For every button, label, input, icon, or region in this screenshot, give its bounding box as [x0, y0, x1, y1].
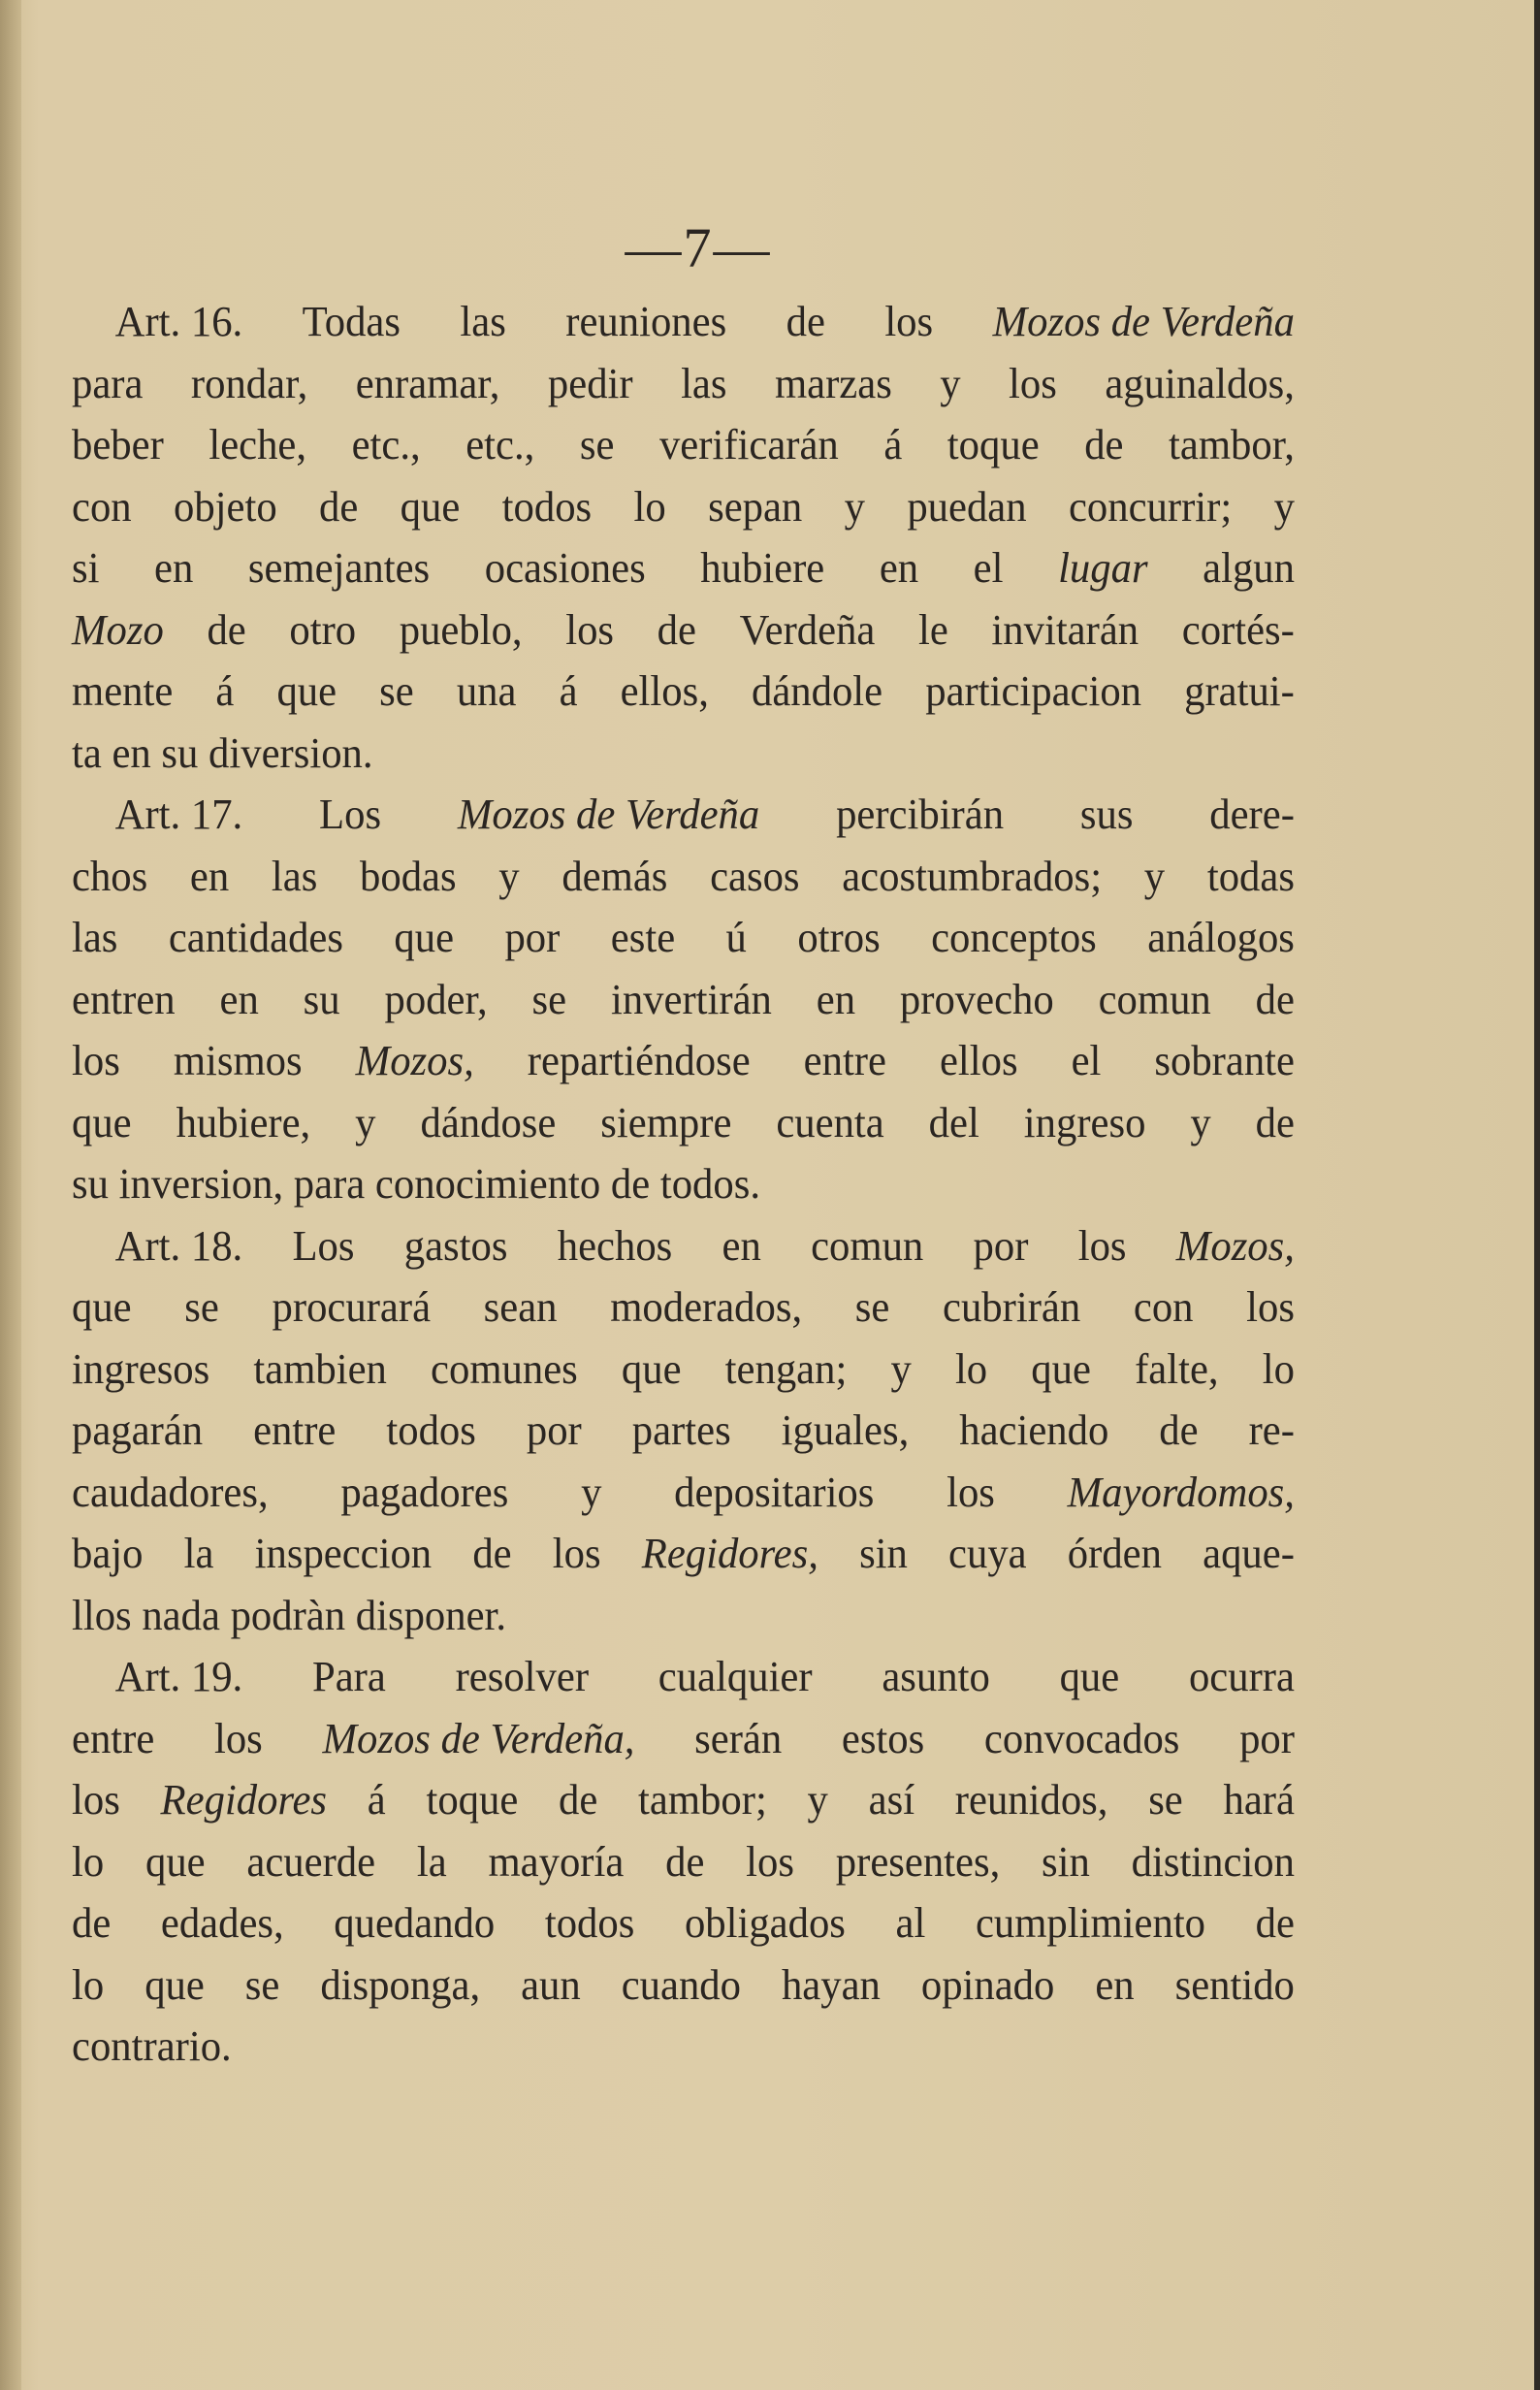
word: y	[498, 852, 520, 900]
word: todos	[544, 1899, 635, 1947]
word: los	[72, 1037, 120, 1084]
word: reunidos,	[954, 1776, 1108, 1824]
word: pedir	[547, 359, 633, 407]
word: Mayordomos,	[1067, 1468, 1295, 1516]
word: los	[1246, 1283, 1295, 1331]
word: falte,	[1135, 1344, 1219, 1393]
word: en	[219, 975, 259, 1023]
word: de	[1159, 1406, 1199, 1454]
text-line	[72, 1092, 1295, 1154]
word: se	[854, 1283, 890, 1331]
text-line	[72, 846, 1295, 908]
word: de	[207, 605, 246, 654]
word: entre	[253, 1406, 337, 1454]
word: de	[665, 1837, 705, 1886]
word: haciendo	[959, 1406, 1109, 1454]
word: tengan;	[724, 1344, 848, 1393]
word: aguinaldos,	[1105, 359, 1295, 407]
word: este	[610, 914, 676, 961]
word: ocasiones	[484, 544, 646, 592]
word: que	[1059, 1653, 1120, 1700]
word: semejantes	[247, 544, 431, 592]
text-line	[72, 1585, 1295, 1647]
word: una	[456, 667, 517, 715]
word: percibirán	[836, 791, 1005, 838]
word: lugar	[1058, 544, 1148, 592]
word: á	[883, 421, 903, 468]
word: sepan	[708, 482, 803, 531]
word: distincion	[1131, 1837, 1295, 1886]
word: en	[816, 975, 856, 1023]
word: enramar,	[355, 359, 500, 407]
body-text	[72, 291, 1332, 2078]
word: re-	[1248, 1406, 1295, 1454]
word: bajo	[72, 1530, 144, 1577]
word: su	[303, 975, 340, 1023]
word: hayan	[781, 1960, 881, 2009]
word: á	[559, 667, 578, 715]
word: Regidores,	[641, 1530, 818, 1577]
word: que	[621, 1344, 682, 1393]
word: etc.,	[465, 421, 535, 468]
word: se	[184, 1283, 219, 1331]
word: quedando	[334, 1899, 496, 1947]
word: por	[526, 1406, 582, 1454]
word: las	[681, 359, 727, 407]
word: Art. 17.	[114, 791, 243, 838]
word: pagadores	[340, 1468, 509, 1516]
word: algun	[1203, 544, 1295, 592]
word: lo	[954, 1344, 988, 1393]
text-line	[72, 537, 1295, 599]
word: cuenta	[776, 1098, 884, 1147]
word: poder,	[384, 975, 488, 1023]
word: ocurra	[1188, 1653, 1295, 1700]
word: gastos	[403, 1221, 508, 1270]
text-line	[72, 353, 1295, 415]
text-line	[72, 661, 1295, 723]
word: iguales,	[781, 1406, 910, 1454]
word: con	[1133, 1283, 1194, 1331]
word: concurrir;	[1068, 482, 1233, 531]
word: convocados	[983, 1714, 1180, 1762]
word: en	[1095, 1960, 1135, 2009]
word: y	[355, 1098, 376, 1147]
word: hará	[1223, 1776, 1295, 1824]
text-line	[72, 414, 1295, 476]
word: entren	[72, 975, 176, 1023]
word: las	[72, 914, 118, 961]
text-line	[72, 1400, 1295, 1462]
word: puedan	[907, 482, 1027, 531]
word: ú	[725, 914, 747, 961]
word: cualquier	[658, 1653, 813, 1700]
word: sin	[859, 1530, 908, 1577]
word: sin	[1042, 1837, 1090, 1886]
word: Los	[319, 791, 382, 838]
word: invitarán	[991, 605, 1139, 654]
word: Mozos de Verdeña,	[322, 1714, 635, 1762]
text-line	[72, 291, 1295, 353]
word: depositarios	[674, 1468, 875, 1516]
word: el	[1071, 1037, 1102, 1084]
word: á	[367, 1776, 386, 1824]
word: los	[746, 1837, 794, 1886]
word: y	[844, 482, 865, 531]
word: marzas	[774, 359, 892, 407]
word: lo	[1262, 1344, 1295, 1393]
word: los	[884, 298, 934, 345]
word: mismos	[173, 1037, 303, 1084]
word: estos	[841, 1714, 925, 1762]
word: de	[1255, 1098, 1295, 1147]
word: que	[1031, 1344, 1091, 1393]
word: ellos	[939, 1037, 1018, 1084]
word: cubrirán	[943, 1283, 1081, 1331]
word: los	[72, 1776, 120, 1824]
text-line	[72, 1769, 1295, 1831]
word: rondar,	[190, 359, 308, 407]
word: los	[946, 1468, 995, 1516]
word: comun	[811, 1221, 924, 1270]
word: Art. 18.	[114, 1221, 243, 1270]
word: por	[1239, 1714, 1295, 1762]
word: y	[940, 359, 961, 407]
word: pagarán	[72, 1406, 204, 1454]
word: entre	[803, 1037, 886, 1084]
word: bodas	[360, 852, 457, 900]
word: ingreso	[1023, 1098, 1146, 1147]
word: Regidores	[160, 1776, 328, 1824]
word: Mozos de Verdeña	[992, 298, 1295, 345]
word: demás	[561, 852, 668, 900]
word: y	[1273, 482, 1295, 531]
word: asunto	[882, 1653, 990, 1700]
word: siempre	[600, 1098, 732, 1147]
word: Los	[292, 1221, 355, 1270]
word: contrario.	[72, 2022, 232, 2070]
word: Art. 19.	[114, 1653, 243, 1700]
word: de	[72, 1899, 112, 1947]
word: en	[189, 852, 230, 900]
word: de	[319, 482, 359, 531]
word: que	[276, 667, 337, 715]
word: sus	[1079, 791, 1134, 838]
text-line	[72, 784, 1295, 846]
word: de	[786, 298, 825, 345]
word: se	[379, 667, 414, 715]
word: dándose	[420, 1098, 557, 1147]
word: los	[213, 1714, 263, 1762]
word: edades,	[160, 1899, 284, 1947]
page-number: —7—	[625, 216, 772, 279]
word: resolver	[455, 1653, 590, 1700]
word: los	[1077, 1221, 1127, 1270]
text-line	[72, 1831, 1295, 1893]
word: que	[72, 1283, 132, 1331]
word: dere-	[1209, 791, 1295, 838]
word: los	[565, 605, 615, 654]
word: mayoría	[488, 1837, 625, 1886]
word: tambor,	[1169, 421, 1295, 468]
word: cortés-	[1181, 605, 1295, 654]
word: cuando	[621, 1960, 741, 2009]
word: beber	[72, 421, 164, 468]
text-line	[72, 1030, 1295, 1092]
word: participacion	[925, 667, 1142, 715]
word: partes	[631, 1406, 731, 1454]
word: cumplimiento	[975, 1899, 1206, 1947]
word: dándole	[752, 667, 883, 715]
word: todas	[1206, 852, 1295, 900]
text-line	[72, 1954, 1295, 2017]
word: acostumbrados;	[842, 852, 1103, 900]
word: que	[394, 914, 455, 961]
word: de	[1255, 1899, 1295, 1947]
word: los	[1009, 359, 1057, 407]
word: Mozos de Verdeña	[457, 791, 760, 838]
word: todos	[386, 1406, 476, 1454]
word: que	[144, 1837, 206, 1886]
word: para	[72, 359, 144, 407]
word: tambien	[253, 1344, 387, 1393]
word: aque-	[1203, 1530, 1295, 1577]
word: las	[460, 298, 506, 345]
word: de	[559, 1776, 598, 1824]
word: se	[579, 421, 615, 468]
word: y	[807, 1776, 828, 1824]
word: ta en su diversion.	[72, 728, 373, 777]
word: toque	[946, 421, 1040, 468]
word: en	[879, 544, 919, 592]
word: su inversion, para conocimiento de todos.	[72, 1160, 760, 1208]
word: en	[154, 544, 194, 592]
word: serán	[694, 1714, 783, 1762]
word: la	[416, 1837, 447, 1886]
word: repartiéndose	[527, 1037, 751, 1084]
word: otro	[289, 605, 357, 654]
word: que	[400, 482, 461, 531]
word: mente	[72, 667, 174, 715]
word: aun	[521, 1960, 581, 2009]
word: cuya	[948, 1530, 1027, 1577]
word: de	[1255, 975, 1295, 1023]
text-line	[72, 1215, 1295, 1277]
word: á	[215, 667, 235, 715]
word: se	[531, 975, 567, 1023]
word: entre	[72, 1714, 155, 1762]
text-line	[72, 1339, 1295, 1401]
word: opinado	[920, 1960, 1055, 2009]
word: obligados	[684, 1899, 846, 1947]
word: hubiere,	[176, 1098, 311, 1147]
word: disponga,	[320, 1960, 481, 2009]
word: por	[973, 1221, 1029, 1270]
word: ingresos	[72, 1344, 210, 1393]
word: le	[918, 605, 948, 654]
word: y	[581, 1468, 602, 1516]
word: de	[472, 1530, 512, 1577]
text-line	[72, 907, 1295, 969]
word: que	[144, 1960, 205, 2009]
word: que	[72, 1098, 132, 1147]
text-line	[72, 599, 1295, 662]
word: análogos	[1147, 914, 1295, 961]
page-right-edge	[1534, 0, 1540, 2390]
word: así	[868, 1776, 915, 1824]
word: toque	[426, 1776, 519, 1824]
word: presentes,	[835, 1837, 1001, 1886]
text-line	[72, 1462, 1295, 1524]
word: con	[72, 482, 132, 531]
word: y	[1143, 852, 1166, 900]
word: acuerde	[246, 1837, 376, 1886]
word: del	[928, 1098, 979, 1147]
word: hubiere	[700, 544, 825, 592]
word: Mozos,	[1175, 1221, 1295, 1270]
word: reuniones	[565, 298, 727, 345]
word: órden	[1067, 1530, 1162, 1577]
word: conceptos	[931, 914, 1097, 961]
word: procurará	[272, 1283, 432, 1331]
word: chos	[72, 852, 148, 900]
word: la	[183, 1530, 214, 1577]
word: Verdeña	[739, 605, 876, 654]
word: al	[895, 1899, 926, 1947]
word: gratui-	[1184, 667, 1295, 715]
word: lo	[72, 1837, 105, 1886]
word: lo	[633, 482, 666, 531]
word: tambor;	[638, 1776, 767, 1824]
word: los	[552, 1530, 601, 1577]
word: otros	[797, 914, 881, 961]
word: leche,	[209, 421, 307, 468]
text-line	[72, 1892, 1295, 1954]
word: etc.,	[351, 421, 421, 468]
word: Todas	[302, 298, 401, 345]
word: hechos	[557, 1221, 673, 1270]
word: inspeccion	[254, 1530, 433, 1577]
text-line	[72, 1708, 1295, 1770]
word: objeto	[173, 482, 277, 531]
word: Mozos,	[355, 1037, 474, 1084]
word: moderados,	[610, 1283, 803, 1331]
word: ellos,	[620, 667, 709, 715]
text-line	[72, 1646, 1295, 1708]
word: invertirán	[610, 975, 772, 1023]
word: sobrante	[1154, 1037, 1295, 1084]
word: comun	[1098, 975, 1211, 1023]
word: verificarán	[658, 421, 839, 468]
word: llos nada podràn disponer.	[72, 1591, 507, 1639]
word: Art. 16.	[114, 298, 243, 345]
word: y	[1190, 1098, 1211, 1147]
word: todos	[501, 482, 593, 531]
text-line	[72, 476, 1295, 538]
word: lo	[72, 1960, 105, 2009]
text-line	[72, 1153, 1295, 1215]
word: las	[271, 852, 318, 900]
text-line	[72, 2016, 1295, 2078]
text-line	[72, 1523, 1295, 1585]
word: provecho	[899, 975, 1054, 1023]
word: si	[72, 544, 100, 592]
word: y	[890, 1344, 912, 1393]
word: de	[657, 605, 696, 654]
word: cantidades	[168, 914, 343, 961]
word: sentido	[1174, 1960, 1295, 2009]
text-line	[72, 969, 1295, 1031]
word: de	[1084, 421, 1124, 468]
word: caudadores,	[72, 1468, 269, 1516]
word: se	[1148, 1776, 1183, 1824]
word: comunes	[431, 1344, 578, 1393]
word: casos	[710, 852, 800, 900]
page-left-edge	[0, 0, 21, 2390]
word: Para	[311, 1653, 386, 1700]
word: se	[244, 1960, 280, 2009]
word: el	[973, 544, 1004, 592]
word: en	[722, 1221, 761, 1270]
text-line	[72, 723, 1295, 785]
word: sean	[483, 1283, 558, 1331]
word: pueblo,	[399, 605, 523, 654]
word: Mozo	[72, 605, 164, 654]
word: por	[504, 914, 561, 961]
text-line	[72, 1276, 1295, 1339]
